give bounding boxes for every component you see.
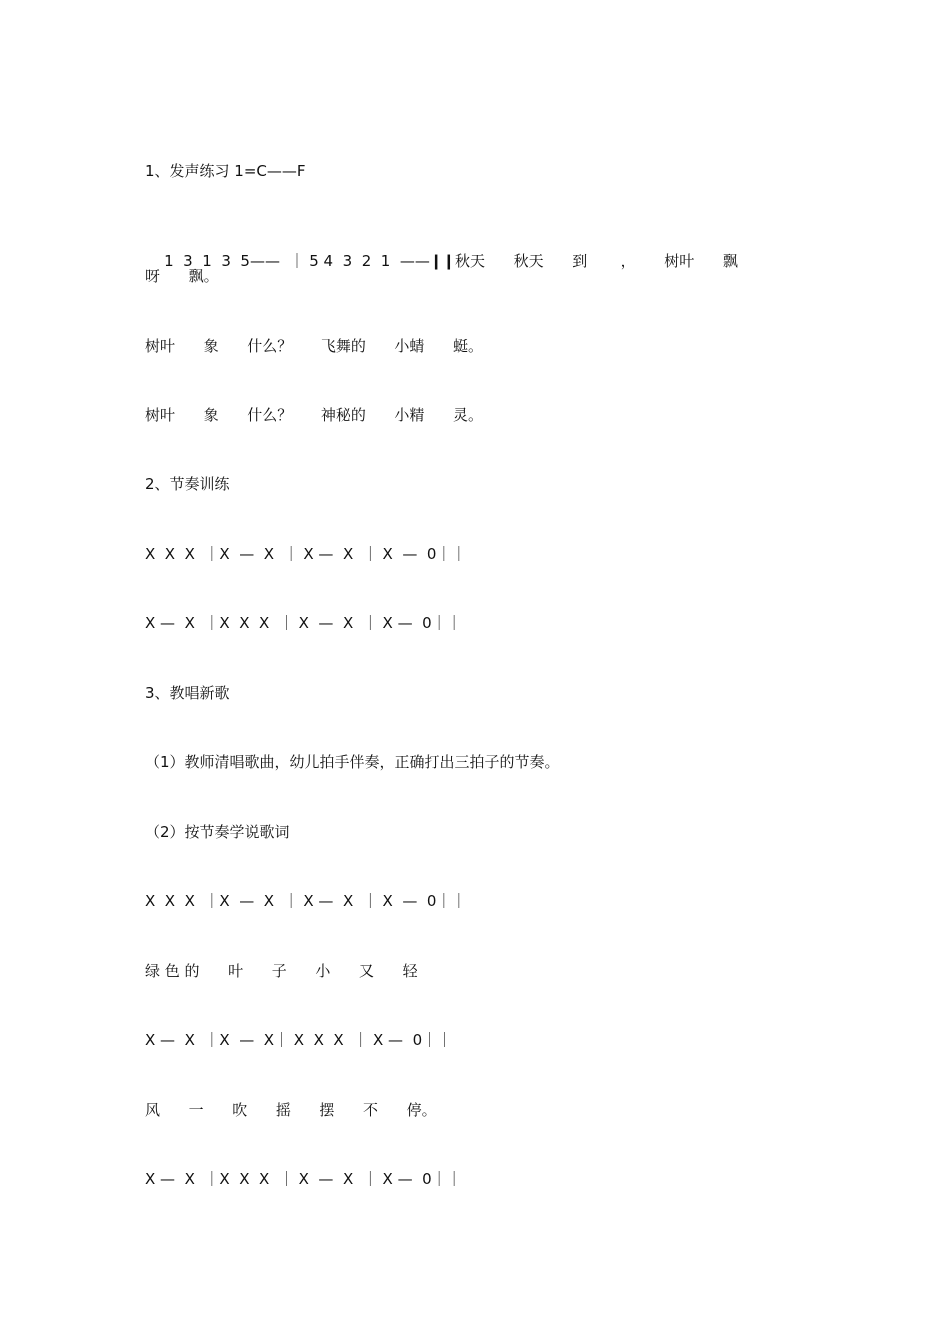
step-1: （1）教师清唱歌曲，幼儿拍手伴奏，正确打出三拍子的节奏。 [145, 753, 560, 771]
vocal-notation: 1 3 1 3 5—— ｜ 5 4 3 2 1 ——❙❙ [164, 252, 456, 270]
vocal-lyrics-3: 树叶 象 什么？ 神秘的 小精 灵。 [145, 406, 484, 424]
section-2-title: 2、节奏训练 [145, 475, 230, 493]
section-1-title: 1、发声练习 1=C——F [145, 162, 306, 180]
vocal-lyrics-2: 树叶 象 什么？ 飞舞的 小蜻 蜓。 [145, 337, 484, 355]
rhythm-line-3: X X X ｜X — X ｜ X — X ｜ X — 0｜｜ [145, 892, 467, 910]
lyrics-line-a: 绿 色 的 叶 子 小 又 轻 [145, 962, 418, 980]
rhythm-line-2: X — X ｜X X X ｜ X — X ｜ X — 0｜｜ [145, 614, 462, 632]
lyrics-line-b: 风 一 吹 摇 摆 不 停。 [145, 1101, 437, 1119]
vocal-lyrics-1-continued: 呀 飘。 [145, 267, 219, 285]
section-3-title: 3、教唱新歌 [145, 684, 230, 702]
rhythm-line-1: X X X ｜X — X ｜ X — X ｜ X — 0｜｜ [145, 545, 467, 563]
rhythm-line-4: X — X ｜X — X｜ X X X ｜ X — 0｜｜ [145, 1031, 453, 1049]
vocal-lyrics-1: 秋天 秋天 到 ， 树叶 飘 [455, 252, 738, 270]
step-2: （2）按节奏学说歌词 [145, 823, 290, 841]
rhythm-line-5: X — X ｜X X X ｜ X — X ｜ X — 0｜｜ [145, 1170, 462, 1188]
